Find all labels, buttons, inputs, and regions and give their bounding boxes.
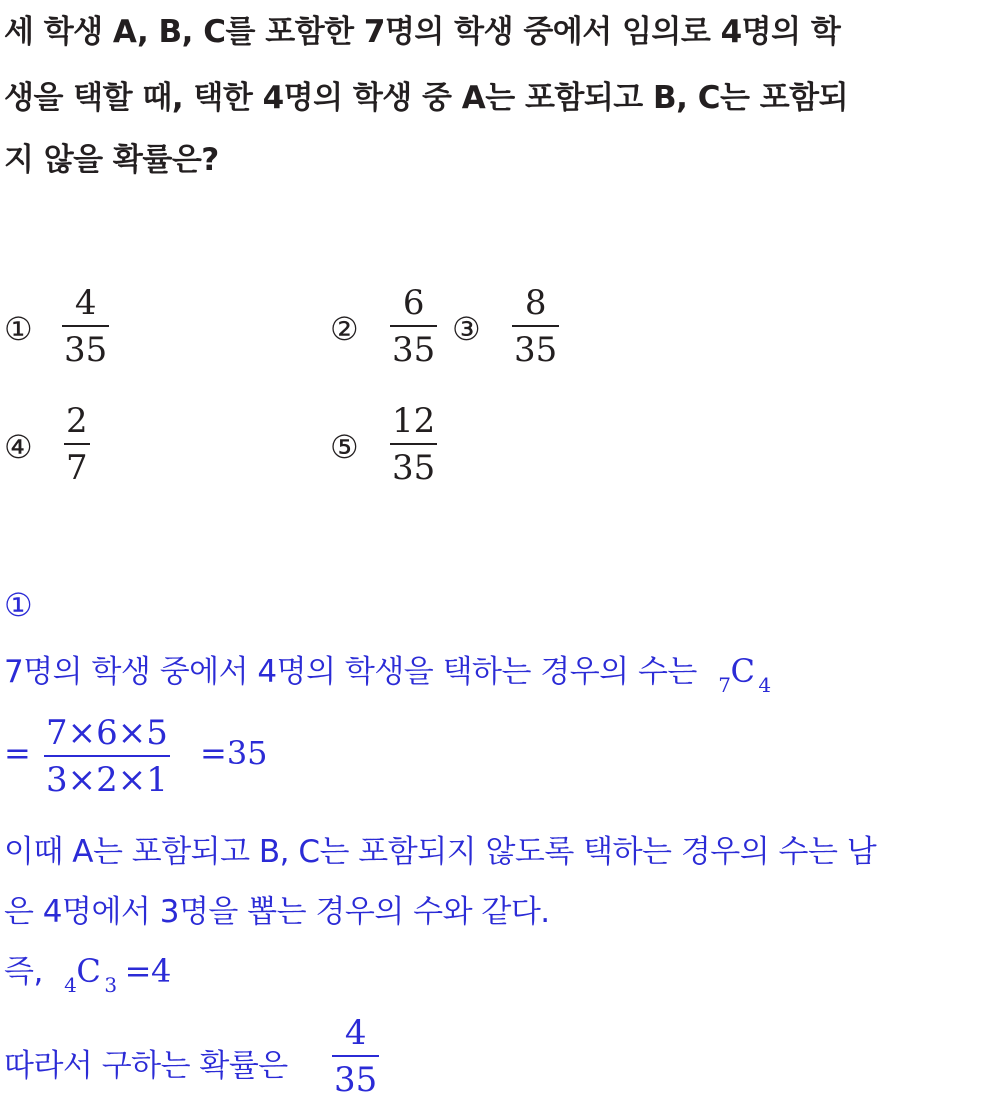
expansion-numerator: 7×6×5 xyxy=(46,713,168,753)
solution-line-5 xyxy=(4,946,171,997)
choice-3-denominator: 35 xyxy=(514,330,558,370)
final-numerator: 4 xyxy=(344,1013,367,1053)
choice-2-fraction[interactable] xyxy=(390,283,437,370)
question-line-3: 지 않을 확률은? xyxy=(4,142,219,178)
choice-4-marker[interactable]: ④ xyxy=(4,428,33,466)
solution-line-5-label: 즉, xyxy=(4,954,43,990)
expansion-denominator: 3×2×1 xyxy=(46,760,168,800)
choice-4-numerator: 2 xyxy=(66,401,88,441)
expansion-result: =35 xyxy=(200,734,268,772)
combination-expansion-fraction xyxy=(44,713,170,800)
combination-7c4 xyxy=(718,652,771,697)
final-probability-fraction xyxy=(332,1013,379,1100)
choice-2-marker[interactable]: ② xyxy=(330,310,359,348)
combination-r: 4 xyxy=(758,673,771,697)
solution-line-3: 이때 A는 포함되고 B, C는 포함되지 않도록 택하는 경우의 수는 남 xyxy=(4,834,877,870)
combination-symbol: C xyxy=(730,652,755,690)
solution-line-6-text: 따라서 구하는 확률은 xyxy=(4,1048,288,1084)
choice-4-denominator: 7 xyxy=(66,448,88,488)
combination-n: 4 xyxy=(64,973,77,997)
choice-2-numerator: 6 xyxy=(402,283,425,323)
choice-1-numerator: 4 xyxy=(74,283,97,323)
choice-1-marker[interactable]: ① xyxy=(4,310,33,348)
choice-2-denominator: 35 xyxy=(392,330,436,370)
choice-3-fraction[interactable] xyxy=(512,283,559,370)
combination-n: 7 xyxy=(718,673,731,697)
choice-3-numerator: 8 xyxy=(524,283,547,323)
answer-marker: ① xyxy=(4,586,33,624)
question-line-1: 세 학생 A, B, C를 포함한 7명의 학생 중에서 임의로 4명의 학 xyxy=(4,14,841,50)
choice-1-denominator: 35 xyxy=(64,330,108,370)
question-line-2: 생을 택할 때, 택한 4명의 학생 중 A는 포함되고 B, C는 포함되 xyxy=(4,80,849,116)
choice-3-marker[interactable]: ③ xyxy=(452,310,481,348)
solution-line-4: 은 4명에서 3명을 뽑는 경우의 수와 같다. xyxy=(4,894,550,930)
choice-5-numerator: 12 xyxy=(392,401,436,441)
solution-line-1 xyxy=(4,646,771,697)
equals-sign: = xyxy=(4,734,31,772)
combination-r: 3 xyxy=(104,973,117,997)
choice-4-fraction[interactable] xyxy=(64,401,90,488)
choice-5-denominator: 35 xyxy=(392,448,436,488)
combination-symbol: C xyxy=(76,952,101,990)
final-denominator: 35 xyxy=(334,1060,378,1100)
solution-line-1-text: 7명의 학생 중에서 4명의 학생을 택하는 경우의 수는 xyxy=(4,654,697,690)
choice-5-marker[interactable]: ⑤ xyxy=(330,428,359,466)
combination-result: =4 xyxy=(124,952,171,990)
choice-1-fraction[interactable] xyxy=(62,283,109,370)
combination-4c3 xyxy=(64,952,171,997)
choice-5-fraction[interactable] xyxy=(390,401,437,488)
